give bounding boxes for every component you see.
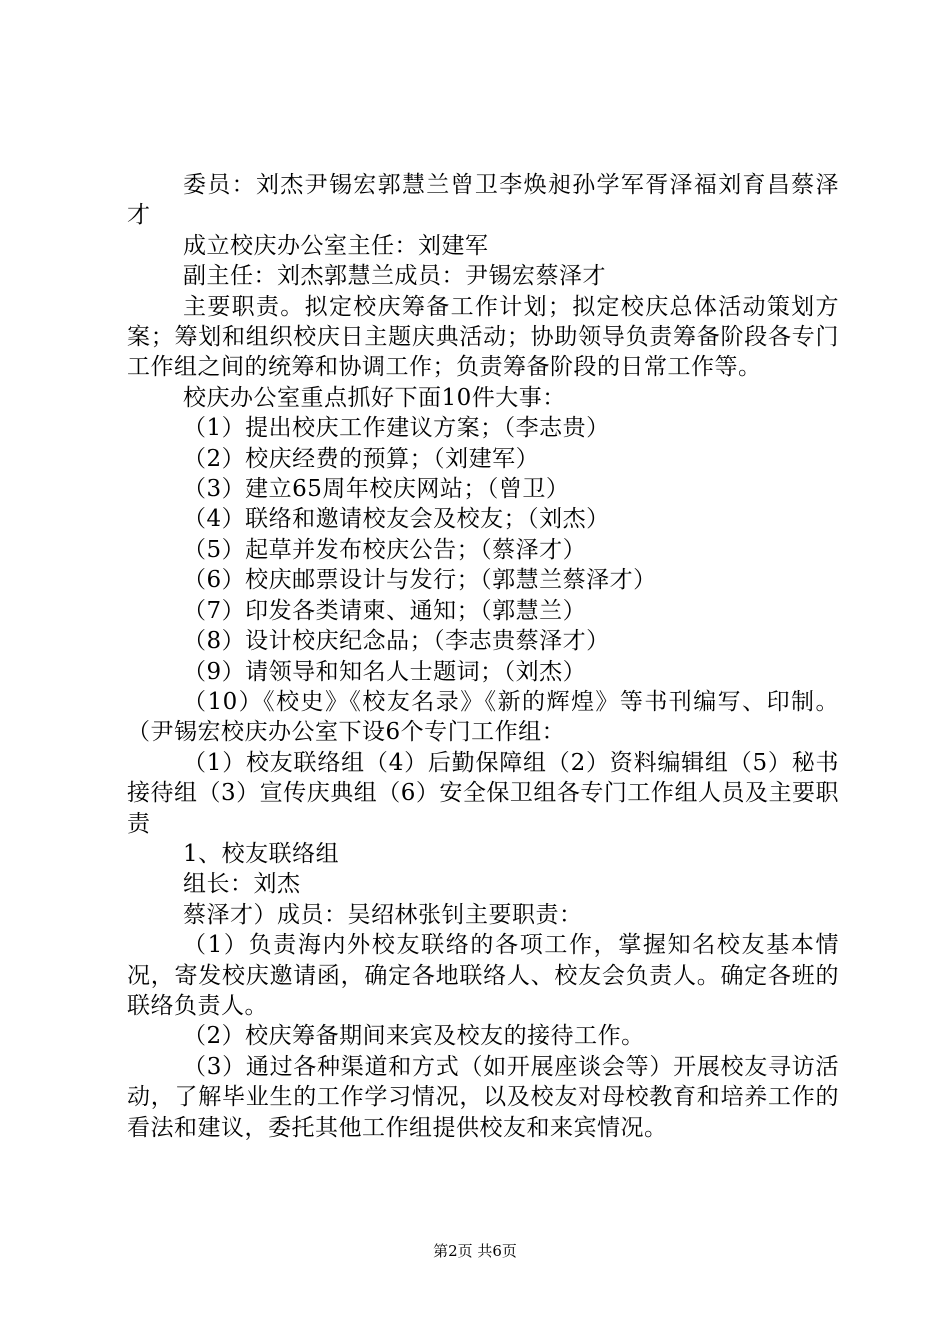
list-item-task-2: （2）校庆经费的预算；（刘建军） xyxy=(183,445,540,472)
list-item-task-10: （10）《校史》《校友名录》《新的辉煌》等书刊编写、印制。（尹锡宏校庆办公室下设6个专门工作组： xyxy=(127,688,839,746)
list-item-duty-2: （2）校庆筹备期间来宾及校友的接待工作。 xyxy=(183,1023,645,1050)
paragraph-working-groups: （1）校友联络组（4）后勤保障组（2）资料编辑组（5）秘书接待组（3）宣传庆典组（6）安全保卫组各专门工作组人员及主要职责 xyxy=(127,749,839,837)
section-heading-alumni-group: 1、校友联络组 xyxy=(183,840,340,867)
list-item-task-3: （3）建立65周年校庆网站；（曾卫） xyxy=(183,476,570,503)
list-item-duty-1: （1）负责海内外校友联络的各项工作，掌握知名校友基本情况，寄发校庆邀请函，确定各地联络人、校友会负责人。确定各班的联络负责人。 xyxy=(127,932,839,1019)
document-body xyxy=(127,170,839,1143)
list-item-task-6: （6）校庆邮票设计与发行；（郭慧兰蔡泽才） xyxy=(183,567,657,594)
list-item-task-4: （4）联络和邀请校友会及校友；（刘杰） xyxy=(183,506,610,533)
list-item-task-8: （8）设计校庆纪念品；（李志贵蔡泽才） xyxy=(183,628,610,655)
list-item-task-7: （7）印发各类请柬、通知；（郭慧兰） xyxy=(183,597,587,624)
paragraph-deputy-director: 副主任：刘杰郭慧兰成员：尹锡宏蔡泽才 xyxy=(183,263,606,290)
list-item-task-9: （9）请领导和知名人士题词；（刘杰） xyxy=(183,658,587,685)
list-item-task-5: （5）起草并发布校庆公告；（蔡泽才） xyxy=(183,536,587,563)
list-item-task-1: （1）提出校庆工作建议方案；（李志贵） xyxy=(183,415,610,442)
paragraph-main-duties: 主要职责。拟定校庆筹备工作计划；拟定校庆总体活动策划方案；筹划和组织校庆日主题庆典活动；协助领导负责筹备阶段各专门工作组之间的统筹和协调工作；负责筹备阶段的日常工作等。 xyxy=(127,293,839,381)
paragraph-group-leader: 组长：刘杰 xyxy=(183,871,301,898)
paragraph-office-director: 成立校庆办公室主任：刘建军 xyxy=(183,232,489,259)
page-number-footer: 第2页 共6页 xyxy=(433,1242,517,1260)
paragraph-group-members: 蔡泽才）成员：吴绍林张钊主要职责： xyxy=(183,901,583,928)
paragraph-ten-tasks-intro: 校庆办公室重点抓好下面10件大事： xyxy=(183,384,566,411)
list-item-duty-3: （3）通过各种渠道和方式（如开展座谈会等）开展校友寻访活动，了解毕业生的工作学习情况，以及校友对母校教育和培养工作的看法和建议，委托其他工作组提供校友和来宾情况。 xyxy=(127,1053,839,1141)
paragraph-members: 委员：刘杰尹锡宏郭慧兰曾卫李焕昶孙学军胥泽福刘育昌蔡泽才 xyxy=(127,172,839,229)
